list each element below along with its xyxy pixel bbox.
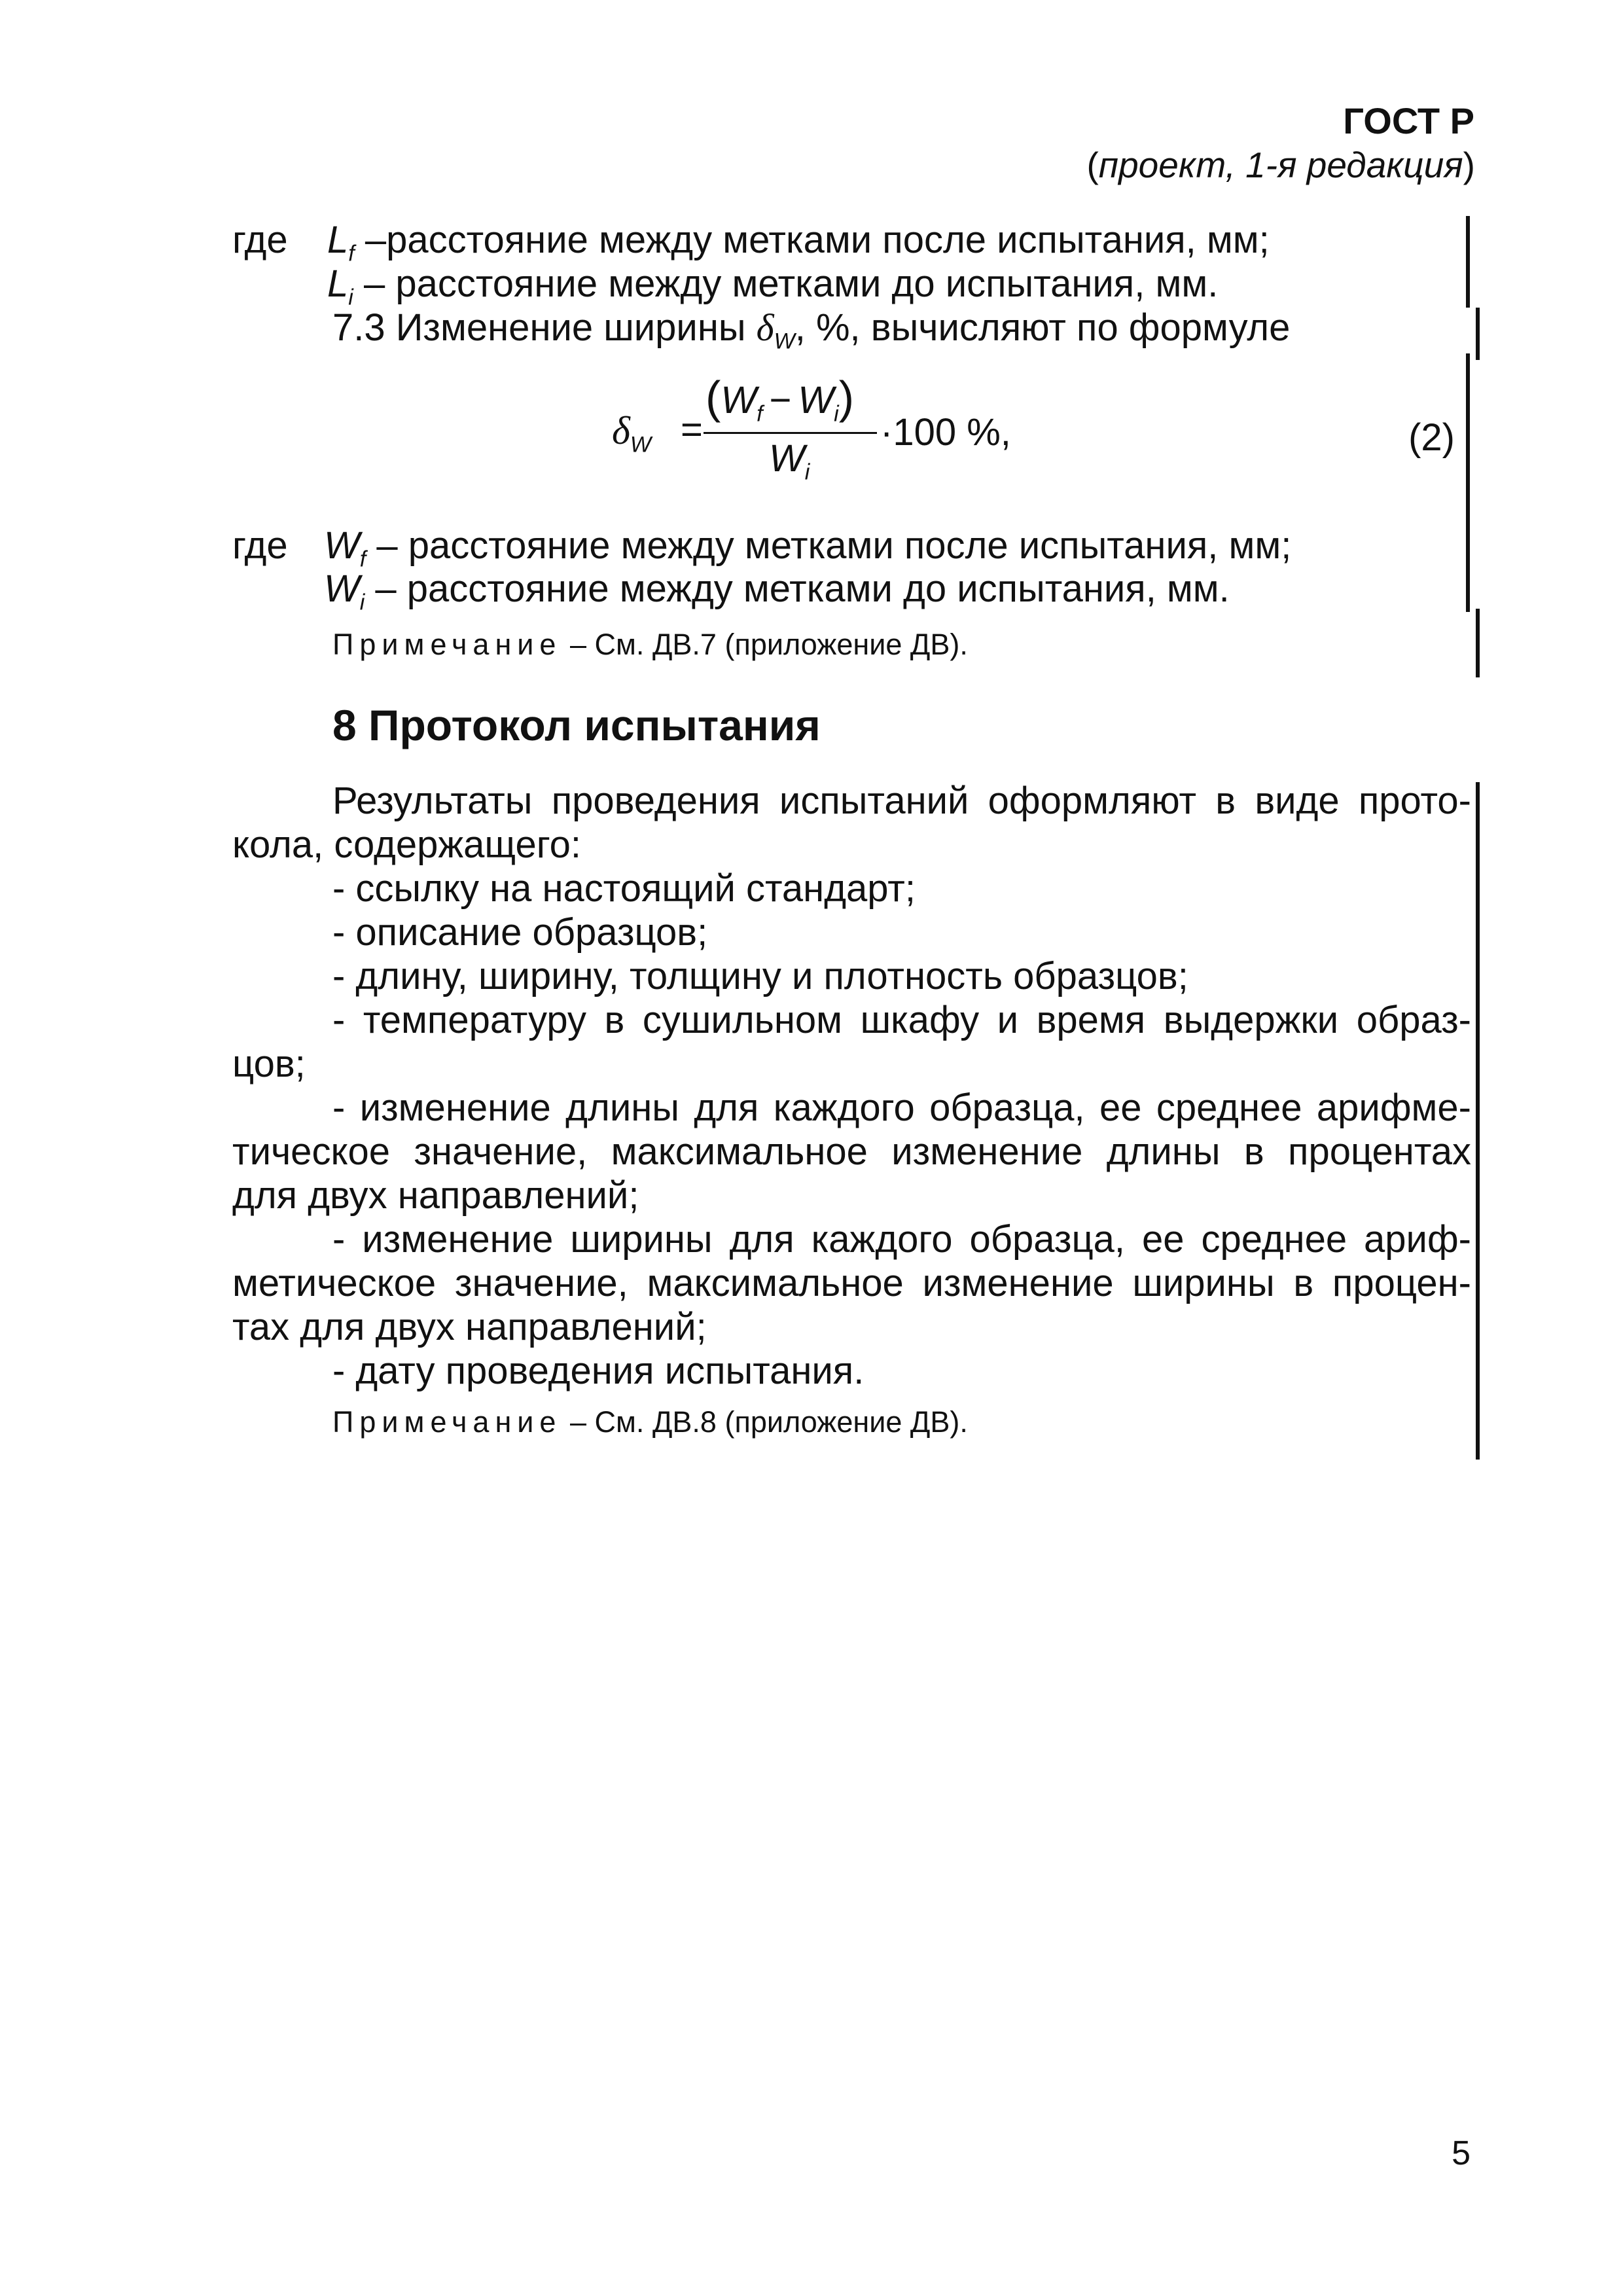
- note-text: – См. ДВ.7 (приложение ДВ).: [562, 628, 968, 661]
- clause-symbol: δ: [756, 306, 774, 349]
- num-w2-sub: i: [834, 401, 839, 427]
- list-item: - дату проведения испытания.: [332, 1350, 865, 1392]
- fraction-line: [704, 432, 877, 434]
- change-bar: [1466, 353, 1470, 527]
- wi-sub: i: [359, 590, 365, 615]
- wi-symbol: W: [324, 567, 360, 610]
- formula-comma: ,: [1000, 411, 1011, 454]
- clause-7-3: [332, 306, 1291, 354]
- legend-li: [327, 262, 1219, 310]
- intro-line-1: Результаты проведения испытаний оформляют в виде прото-: [332, 780, 1471, 822]
- legend-wf: [324, 524, 1292, 572]
- clause-symbol-sub: W: [774, 329, 795, 354]
- list-item-continuation: тах для двух направлений;: [232, 1306, 707, 1348]
- legend-where: где: [232, 219, 288, 261]
- lf-text: –расстояние между метками после испытания, мм;: [354, 219, 1270, 261]
- clause-text-after: , %, вычисляют по формуле: [794, 306, 1291, 349]
- num-w1: W: [721, 379, 757, 422]
- legend-wi: [324, 567, 1230, 615]
- wf-sub: f: [359, 547, 366, 572]
- li-text: – расстояние между метками до испытания, мм.: [353, 262, 1219, 305]
- formula-numerator: [705, 374, 854, 425]
- edition-label: [1086, 144, 1475, 186]
- wi-text: – расстояние между метками до испытания, мм.: [365, 567, 1230, 610]
- legend-lf: [327, 221, 1270, 265]
- change-bar: [1476, 308, 1480, 360]
- list-item-continuation: тическое значение, максимальное изменение длины в процентах: [232, 1130, 1471, 1173]
- li-sub: i: [348, 285, 353, 310]
- change-bar: [1476, 609, 1480, 677]
- formula-multiplier: [880, 411, 1011, 454]
- numerator-close: ): [838, 372, 855, 423]
- list-item: - ссылку на настоящий стандарт;: [332, 867, 916, 910]
- denominator-sub: i: [804, 459, 810, 485]
- change-bar: [1466, 524, 1470, 612]
- wf-symbol: W: [324, 524, 360, 567]
- num-w2: W: [798, 379, 834, 422]
- formula-lhs: [612, 411, 651, 456]
- delta-symbol: δ: [612, 409, 630, 452]
- edition-open: (: [1086, 145, 1099, 185]
- numerator-open: (: [705, 372, 721, 423]
- note-text: – См. ДВ.8 (приложение ДВ).: [562, 1405, 968, 1439]
- list-item-continuation: метическое значение, максимальное изменение ширины в процен-: [232, 1262, 1471, 1304]
- legend2-where: где: [232, 524, 288, 567]
- clause-text-before: 7.3 Изменение ширины: [332, 306, 757, 349]
- delta-sub: W: [630, 432, 651, 457]
- section-heading: 8 Протокол испытания: [332, 701, 821, 749]
- multiplier: ·100 %: [880, 411, 1001, 454]
- note-label: Примечание: [332, 1405, 562, 1439]
- change-bar: [1466, 216, 1470, 308]
- list-item: - температуру в сушильном шкафу и время выдержки образ-: [332, 999, 1471, 1041]
- num-w1-sub: f: [757, 401, 763, 427]
- formula-denominator: [769, 437, 810, 485]
- wf-text: – расстояние между метками после испытания, мм;: [366, 524, 1292, 567]
- edition-text: проект, 1-я редакция: [1098, 145, 1463, 185]
- denominator-w: W: [769, 437, 805, 480]
- note-7: [332, 630, 968, 659]
- list-item: - длину, ширину, толщину и плотность образцов;: [332, 955, 1188, 997]
- page-number: 5: [1452, 2134, 1471, 2172]
- change-bar: [1476, 782, 1480, 1460]
- list-item: - изменение ширины для каждого образца, ее среднее ариф-: [332, 1218, 1471, 1261]
- formula-number: (2): [1408, 416, 1455, 459]
- li-symbol: L: [327, 262, 349, 305]
- standard-designation: ГОСТ Р: [1343, 100, 1474, 141]
- list-item: - изменение длины для каждого образца, ее среднее арифме-: [332, 1086, 1471, 1129]
- numerator-minus: −: [769, 379, 792, 422]
- note-8: [332, 1407, 968, 1437]
- list-item-continuation: цов;: [232, 1043, 306, 1085]
- note-label: Примечание: [332, 628, 562, 661]
- list-item-continuation: для двух направлений;: [232, 1174, 639, 1217]
- list-item: - описание образцов;: [332, 911, 708, 954]
- edition-close: ): [1463, 145, 1475, 185]
- intro-line-2: кола, содержащего:: [232, 823, 581, 866]
- lf-sub: f: [348, 241, 355, 266]
- formula-equals: =: [681, 408, 703, 451]
- lf-symbol: L: [327, 219, 349, 261]
